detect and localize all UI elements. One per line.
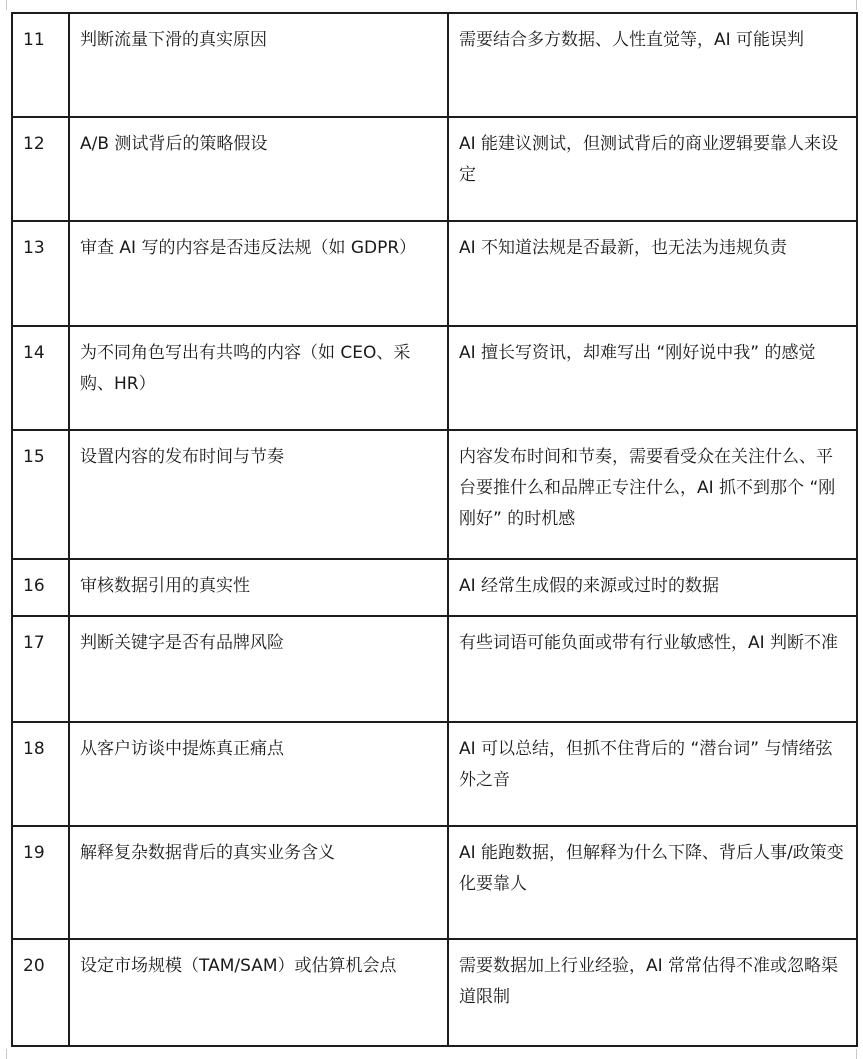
reason-cell: AI 可以总结，但抓不住背后的 “潜台词” 与情绪弦外之音 xyxy=(448,722,857,826)
task-cell: 判断关键字是否有品牌风险 xyxy=(69,616,448,722)
task-cell: 设定市场规模（TAM/SAM）或估算机会点 xyxy=(69,939,448,1046)
table-row xyxy=(12,722,857,826)
page-corner-mark-bottom-right xyxy=(856,1049,863,1059)
task-cell: A/B 测试背后的策略假设 xyxy=(69,117,448,221)
reason-cell: AI 能跑数据，但解释为什么下降、背后人事/政策变化要靠人 xyxy=(448,826,857,939)
table-row xyxy=(12,326,857,430)
task-cell: 判断流量下滑的真实原因 xyxy=(69,13,448,117)
reason-cell: 需要数据加上行业经验，AI 常常估得不准或忽略渠道限制 xyxy=(448,939,857,1046)
row-number: 17 xyxy=(12,616,69,722)
row-number: 18 xyxy=(12,722,69,826)
reason-cell: AI 能建议测试，但测试背后的商业逻辑要靠人来设定 xyxy=(448,117,857,221)
task-cell: 设置内容的发布时间与节奏 xyxy=(69,430,448,559)
row-number: 13 xyxy=(12,221,69,326)
reason-cell: AI 经常生成假的来源或过时的数据 xyxy=(448,559,857,616)
task-cell: 解释复杂数据背后的真实业务含义 xyxy=(69,826,448,939)
table-row xyxy=(12,939,857,1046)
row-number: 14 xyxy=(12,326,69,430)
row-number: 12 xyxy=(12,117,69,221)
row-number: 11 xyxy=(12,13,69,117)
page-corner-mark-top-left xyxy=(0,0,7,10)
table-row xyxy=(12,117,857,221)
table-row xyxy=(12,221,857,326)
page-corner-mark-bottom-left xyxy=(0,1049,7,1059)
reason-cell: 需要结合多方数据、人性直觉等，AI 可能误判 xyxy=(448,13,857,117)
reason-cell: AI 不知道法规是否最新，也无法为违规负责 xyxy=(448,221,857,326)
task-cell: 审核数据引用的真实性 xyxy=(69,559,448,616)
task-cell: 为不同角色写出有共鸣的内容（如 CEO、采购、HR） xyxy=(69,326,448,430)
task-cell: 审查 AI 写的内容是否违反法规（如 GDPR） xyxy=(69,221,448,326)
page-corner-mark-top-right xyxy=(856,0,863,10)
reason-cell: AI 擅长写资讯，却难写出 “刚好说中我” 的感觉 xyxy=(448,326,857,430)
human-judgment-table xyxy=(11,12,858,1047)
row-number: 16 xyxy=(12,559,69,616)
table-row xyxy=(12,616,857,722)
table-row xyxy=(12,13,857,117)
row-number: 20 xyxy=(12,939,69,1046)
reason-cell: 有些词语可能负面或带有行业敏感性，AI 判断不准 xyxy=(448,616,857,722)
table-row xyxy=(12,826,857,939)
row-number: 15 xyxy=(12,430,69,559)
reason-cell: 内容发布时间和节奏，需要看受众在关注什么、平台要推什么和品牌正专注什么，AI 抓不到那个 “刚刚好” 的时机感 xyxy=(448,430,857,559)
task-cell: 从客户访谈中提炼真正痛点 xyxy=(69,722,448,826)
table-row xyxy=(12,430,857,559)
table-row xyxy=(12,559,857,616)
row-number: 19 xyxy=(12,826,69,939)
